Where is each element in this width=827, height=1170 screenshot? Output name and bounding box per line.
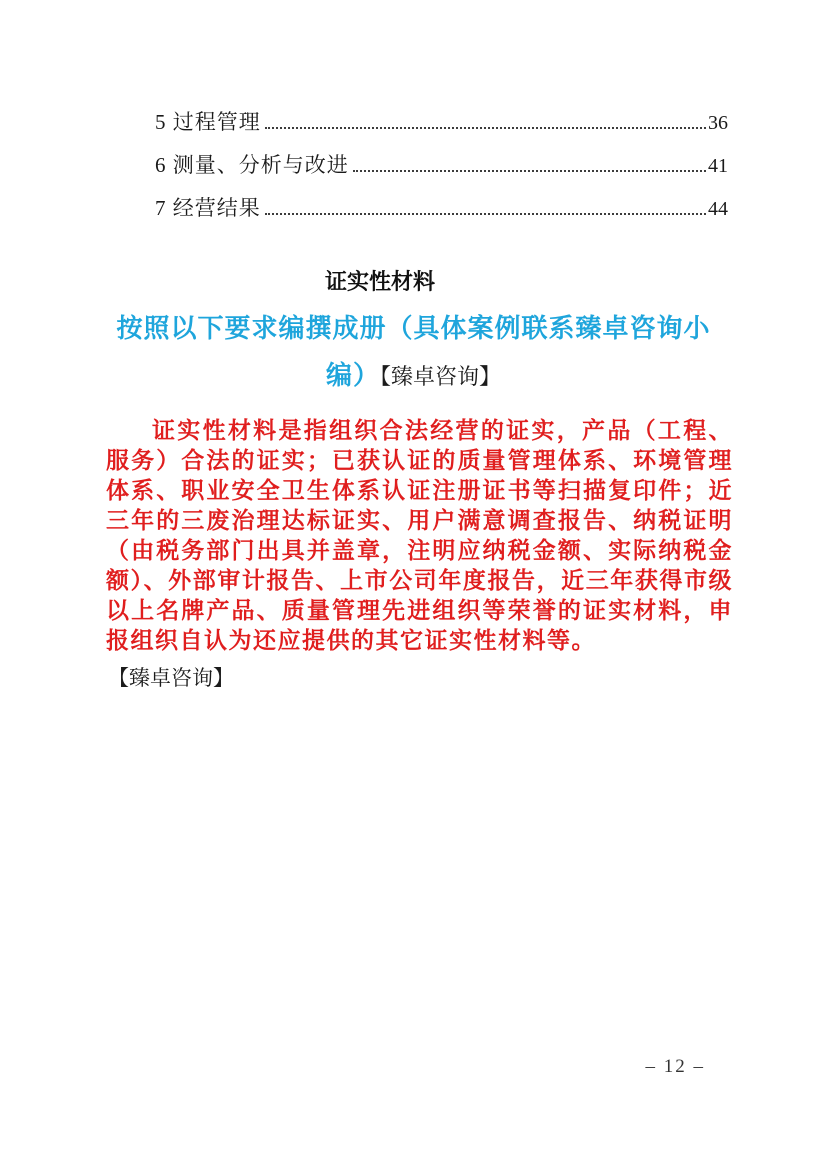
dot-leader <box>265 212 706 215</box>
section-subtitle <box>60 306 767 400</box>
toc-entry-label: 5 过程管理 <box>155 110 261 134</box>
toc-entry-page-number: 36 <box>708 112 728 134</box>
toc-entry-business-results <box>155 192 728 235</box>
toc-entry-process-management <box>155 106 728 149</box>
section-heading: 证实性材料 <box>324 270 435 295</box>
toc-entry-label: 6 测量、分析与改进 <box>155 153 349 177</box>
brand-tag-inline: 【臻卓咨询】 <box>380 364 502 389</box>
table-of-contents <box>155 106 728 235</box>
toc-entry-measurement-analysis <box>155 149 728 192</box>
dot-leader <box>353 169 706 172</box>
dot-leader <box>265 126 706 129</box>
page-number: – 12 – <box>645 1056 705 1077</box>
body-paragraph: 证实性材料是指组织合法经营的证实，产品（工程、服务）合法的证实；已获认证的质量管理体系、环境管理体系、职业安全卫生体系认证注册证书等扫描复印件；近三年的三废治理达标证实、用户满意调查报告、纳税证明（由税务部门出具并盖章，注明应纳税金额、实际纳税金额）、外部审计报告、上市公司年度报告，近三年获得市级以上名牌产品、质量管理先进组织等荣誉的证实材料，申报组织自认为还应提供的其它证实性材料等。 <box>106 418 733 654</box>
brand-tag-footnote: 【臻卓咨询】 <box>108 666 234 690</box>
toc-entry-page-number: 44 <box>708 198 728 220</box>
subtitle-line1: 按照以下要求编撰成册（具体案例联系臻卓咨询小 <box>116 314 711 344</box>
subtitle-line2-accent: 编） <box>325 361 380 391</box>
toc-entry-page-number: 41 <box>708 155 728 177</box>
toc-entry-label: 7 经营结果 <box>155 196 261 220</box>
